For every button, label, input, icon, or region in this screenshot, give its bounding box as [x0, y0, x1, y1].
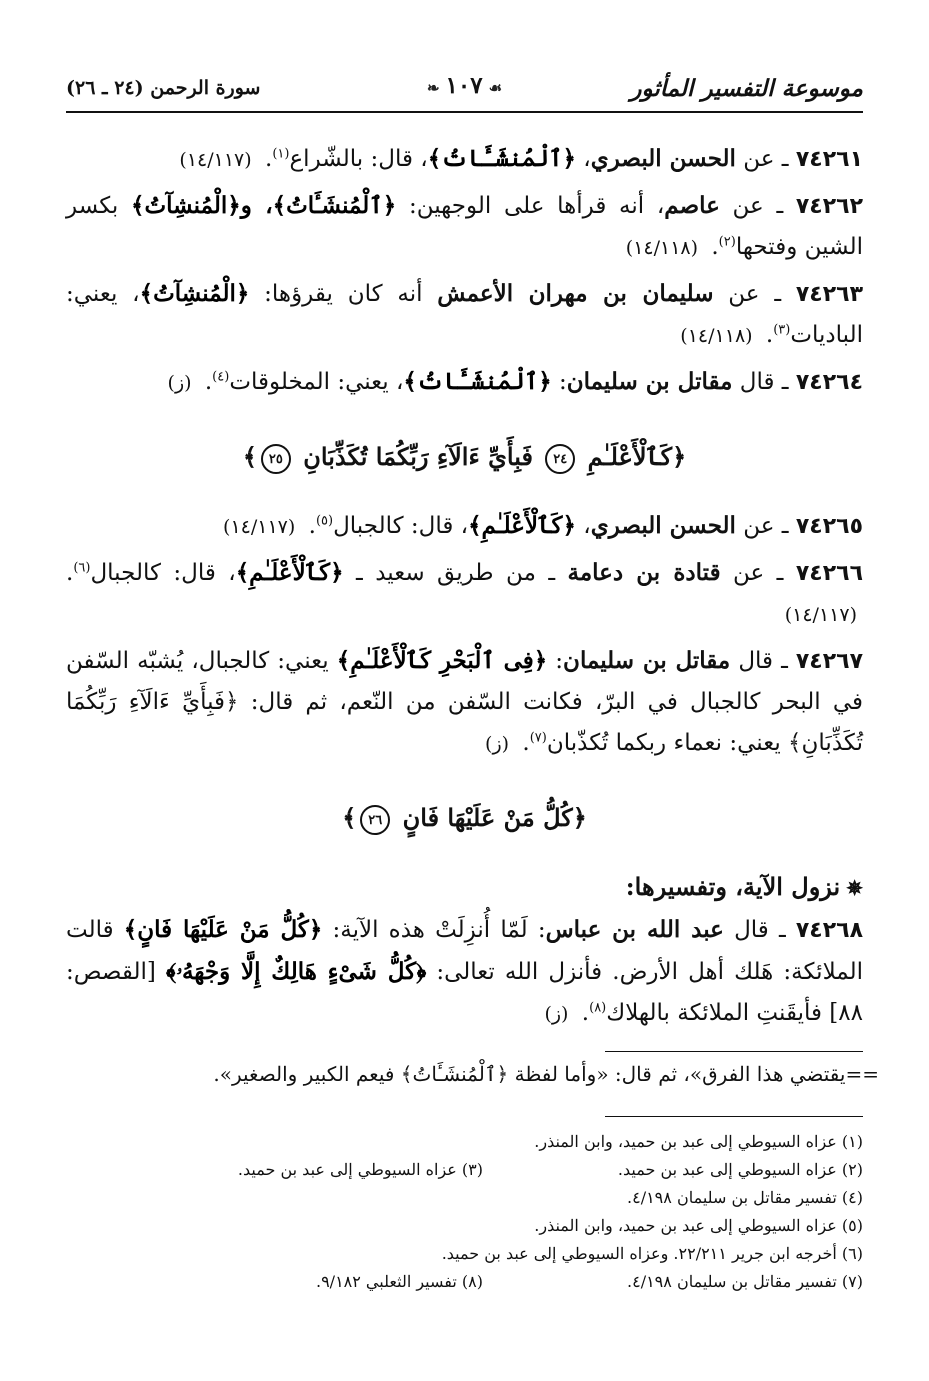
entry-74262: ٧٤٢٦٢ ـ عن عاصم، أنه قرأها على الوجهين: ﴿ٱلْمُنشَـَٔاتُ﴾، و﴿الْمُنشِآتُ﴾ بكسر الشين وفتحها$^{(٢)}$. (١٤/١١٨) — [66, 192, 864, 260]
quran-quote: ﴿كَٱلْأَعْلَـٰمِ﴾ — [468, 512, 576, 539]
narrator-name: الحسن البصري — [590, 145, 736, 172]
entry-number: ٧٤٢٦٤ — [795, 370, 863, 395]
ayah-heading-26 — [66, 797, 863, 838]
footnotes — [66, 1128, 863, 1296]
entry-74263: ٧٤٢٦٣ ـ عن سليمان بن مهران الأعمش أنه كان يقرؤها: ﴿الْمُنشِآتُ﴾، يعني: الباديات$^{(٣)}$. (١٤/١١٨) — [66, 280, 864, 348]
footnote-row — [66, 1268, 863, 1296]
page-number: ١٠٧ — [445, 72, 483, 99]
entry-text: ـ قال — [732, 369, 796, 395]
entry-text: قالت الملائكة: هَلك أهل الأرض. فأنزل الله تعالى: — [66, 917, 863, 985]
ornament-right: ☙ — [488, 79, 503, 97]
volume-reference: (١٤/١١٨) — [680, 325, 753, 347]
volume-reference: (ز) — [167, 372, 192, 394]
volume-reference: (١٤/١١٧) — [223, 516, 296, 538]
footnote-marker: (٤) — [212, 369, 230, 385]
ayah-number-marker: ٢٥ — [261, 444, 291, 474]
volume-reference: (ز) — [544, 1003, 569, 1025]
footnote-continuation: ==يقتضي هذا الفرق»، ثم قال: «وأما لفظة ﴿ٱلْمُنشَـَٔاتُ﴾ فيعم الكبير والصغير». — [213, 1062, 879, 1086]
narrator-name: مقاتل بن سليمان — [566, 368, 733, 395]
entry-text: ، أنه قرأها على الوجهين: — [396, 193, 665, 219]
book-title: موسوعة التفسير المأثور — [630, 74, 863, 102]
footnote: (٨) تفسير الثعلبي ٩/١٨٢. — [315, 1272, 483, 1291]
footnote-row — [66, 1156, 863, 1184]
entry-74266: ٧٤٢٦٦ ـ عن قتادة بن دعامة ـ من طريق سعيد ـ ﴿كَٱلْأَعْلَـٰمِ﴾، قال: كالجبال$^{(٦)}$. (١٤/١١٧) — [66, 559, 863, 626]
footnote-marker: (٦) — [73, 560, 91, 576]
entry-number: ٧٤٢٦٥ — [795, 514, 863, 539]
entry-text: ، — [575, 146, 591, 172]
entry-text: ـ عن — [720, 560, 796, 586]
entry-text: ـ من طريق سعيد ـ — [343, 560, 568, 586]
surah-reference: سورة الرحمن (٢٤ ـ ٢٦) — [66, 77, 261, 99]
main-text — [66, 138, 863, 1039]
footnote: (٢) عزاه السيوطي إلى عبد بن حميد. — [617, 1160, 863, 1179]
ayah-text: فَبِأَيِّ ءَالَآءِ رَبِّكُمَا تُكَذِّبَانِ — [303, 442, 533, 471]
footnote: (٧) تفسير مقاتل بن سليمان ٤/١٩٨. — [627, 1272, 863, 1291]
entry-74264: ٧٤٢٦٤ ـ قال مقاتل بن سليمان: ﴿ٱلْمُنشَـَٔاتُ﴾، يعني: المخلوقات$^{(٤)}$. (ز) — [167, 368, 863, 395]
quran-quote: ﴿فِى ٱلْبَحْرِ كَٱلْأَعْلَـٰمِ﴾ — [336, 647, 548, 674]
volume-reference: (ز) — [485, 733, 510, 755]
narrator-name: سليمان بن مهران الأعمش — [437, 280, 714, 307]
ayah-number-marker: ٢٦ — [360, 805, 390, 835]
footnote-divider — [605, 1116, 863, 1117]
entry-text: ، قال: كالجبال — [333, 513, 469, 539]
footnote-row — [66, 1240, 863, 1268]
section-title: نزول الآية، وتفسيرها: — [625, 872, 841, 901]
narrator-name: عبد الله بن عباس — [545, 916, 724, 943]
quran-quote: ﴿ٱلْمُنشَـَٔاتُ﴾، و﴿الْمُنشِآتُ﴾ — [131, 192, 397, 219]
entry-text: أنه كان يقرؤها: — [249, 281, 438, 307]
quran-quote: ﴿كُلُّ مَنْ عَلَيْهَا فَانٍ﴾ — [123, 916, 323, 943]
entry-74268: ٧٤٢٦٨ ـ قال عبد الله بن عباس: لَمّا أُنزِلَتْ هذه الآية: ﴿كُلُّ مَنْ عَلَيْهَا فَانٍ﴾ قالت الملائكة: هَلك أهل الأرض. فأنزل الله تعالى: ﴿كُلُّ شَىْءٍ هَالِكٌ إِلَّا وَجْهَهُۥ﴾ [القصص: ٨٨] فأيقَنتِ الملائكة بالهلاك$^{(٨)}$. (ز) — [66, 916, 864, 1026]
footnote — [66, 1212, 483, 1240]
ayah-text: ﴿كَٱلْأَعْلَـٰمِ — [587, 442, 687, 471]
footnote — [66, 1240, 442, 1268]
quran-quote: ﴿كَٱلْأَعْلَـٰمِ﴾ — [235, 559, 344, 586]
narrator-name: مقاتل بن سليمان — [563, 647, 731, 674]
entry-text: [القصص: ٨٨] فأيقَنتِ الملائكة بالهلاك — [66, 959, 863, 1026]
entry-text: ـ قال — [730, 648, 796, 674]
entry-text: ، — [575, 513, 591, 539]
ayah-bracket: ﴾ — [342, 803, 357, 832]
entry-text: ، قال: كالجبال — [90, 560, 236, 586]
entry-number: ٧٤٢٦٢ — [795, 194, 864, 219]
footnote-row — [66, 1184, 863, 1212]
running-header — [66, 70, 863, 106]
ayah-heading-24-25 — [66, 436, 863, 477]
entry-number: ٧٤٢٦٨ — [795, 918, 864, 943]
footnote: (٣) عزاه السيوطي إلى عبد بن حميد. — [237, 1160, 483, 1179]
entry-text: بكسر الشين وفتحها — [66, 193, 863, 260]
quran-quote: ﴿ٱلْمُنشَـَٔاتُ﴾ — [427, 145, 576, 172]
narrator-name: الحسن البصري — [590, 512, 736, 539]
footnote-marker: (٧) — [529, 730, 547, 746]
footnote: (٦) أخرجه ابن جرير ٢٢/٢١١. وعزاه السيوطي إلى عبد بن حميد. — [441, 1244, 863, 1263]
volume-reference: (١٤/١١٧) — [784, 604, 857, 626]
entry-text: ، يعني: الباديات — [66, 281, 863, 348]
entry-text: ـ عن — [735, 146, 796, 172]
ayah-bracket: ﴾ — [242, 442, 257, 471]
footnote — [66, 1184, 483, 1212]
entry-text: ، قال: بالشّراع — [289, 146, 428, 172]
quran-quote: ﴿الْمُنشِآتُ﴾ — [139, 280, 250, 307]
page-number-block — [421, 72, 508, 99]
quran-quote: ﴿ٱلْمُنشَـَٔاتُ﴾ — [403, 368, 552, 395]
footnote-marker: (٥) — [315, 513, 334, 529]
footnote-marker: (٨) — [589, 1000, 607, 1016]
entry-text: ، يعني: المخلوقات — [229, 369, 404, 395]
star-icon: ✵ — [846, 876, 863, 900]
footnote-marker: (١) — [272, 146, 290, 162]
entry-number: ٧٤٢٦٦ — [795, 561, 863, 586]
entry-74265: ٧٤٢٦٥ ـ عن الحسن البصري، ﴿كَٱلْأَعْلَـٰمِ﴾، قال: كالجبال$^{(٥)}$. (١٤/١١٧) — [223, 512, 863, 539]
section-heading — [66, 866, 863, 909]
volume-reference: (١٤/١١٨) — [625, 237, 699, 259]
ornament-left: ❧ — [426, 79, 440, 97]
footnote: (١) عزاه السيوطي إلى عبد بن حميد، وابن المنذر. — [534, 1132, 863, 1151]
quran-quote: ﴿كُلُّ شَىْءٍ هَالِكٌ إِلَّا وَجْهَهُۥ﴾ — [166, 958, 427, 985]
ayah-text: ﴿كُلُّ مَنْ عَلَيْهَا فَانٍ — [402, 803, 587, 832]
footnote-marker: (٣) — [773, 322, 791, 338]
narrator-name: عاصم — [664, 192, 720, 219]
entry-text: ـ عن — [719, 193, 796, 219]
footnote-row — [66, 1128, 863, 1156]
volume-reference: (١٤/١١٧) — [179, 149, 252, 171]
entry-text: : — [551, 369, 567, 395]
entry-text: يعني: كالجبال، يُشبّه السّفن في البحر كالجبال في البرّ، فكانت السّفن من النّعم، ثم قال: ﴿فَبِأَيِّ ءَالَآءِ رَبِّكُمَا تُكَذِّبَانِ﴾ يعني: نعماء ربكما تُكذّبان — [66, 648, 863, 756]
ayah-number-marker: ٢٤ — [545, 444, 575, 474]
entry-text: : — [547, 648, 564, 674]
footnote-row — [66, 1212, 863, 1240]
footnote: (٥) عزاه السيوطي إلى عبد بن حميد، وابن المنذر. — [534, 1216, 863, 1235]
header-divider — [66, 111, 863, 113]
entry-number: ٧٤٢٦٧ — [795, 649, 864, 674]
footnote-marker: (٢) — [718, 234, 736, 250]
entry-text: ـ قال — [723, 917, 796, 943]
entry-text: : لَمّا أُنزِلَتْ هذه الآية: — [322, 917, 546, 943]
entry-74267: ٧٤٢٦٧ ـ قال مقاتل بن سليمان: ﴿فِى ٱلْبَحْرِ كَٱلْأَعْلَـٰمِ﴾ يعني: كالجبال، يُشبّه السّفن في البحر كالجبال في البرّ، فكانت السّفن من النّعم، ثم قال: ﴿فَبِأَيِّ ءَالَآءِ رَبِّكُمَا تُكَذِّبَانِ﴾ يعني: نعماء ربكما تُكذّبان$^{(٧)}$. (ز) — [66, 647, 864, 756]
entry-text: ـ عن — [713, 281, 796, 307]
footnote — [66, 1128, 483, 1156]
entry-text: ـ عن — [735, 513, 796, 539]
entry-number: ٧٤٢٦١ — [795, 147, 863, 172]
footnote-divider — [605, 1051, 863, 1052]
footnote: (٤) تفسير مقاتل بن سليمان ٤/١٩٨. — [627, 1188, 863, 1207]
entry-number: ٧٤٢٦٣ — [795, 282, 864, 307]
narrator-name: قتادة بن دعامة — [567, 559, 721, 586]
entry-74261: ٧٤٢٦١ ـ عن الحسن البصري، ﴿ٱلْمُنشَـَٔاتُ﴾، قال: بالشّراع$^{(١)}$. (١٤/١١٧) — [179, 145, 863, 172]
